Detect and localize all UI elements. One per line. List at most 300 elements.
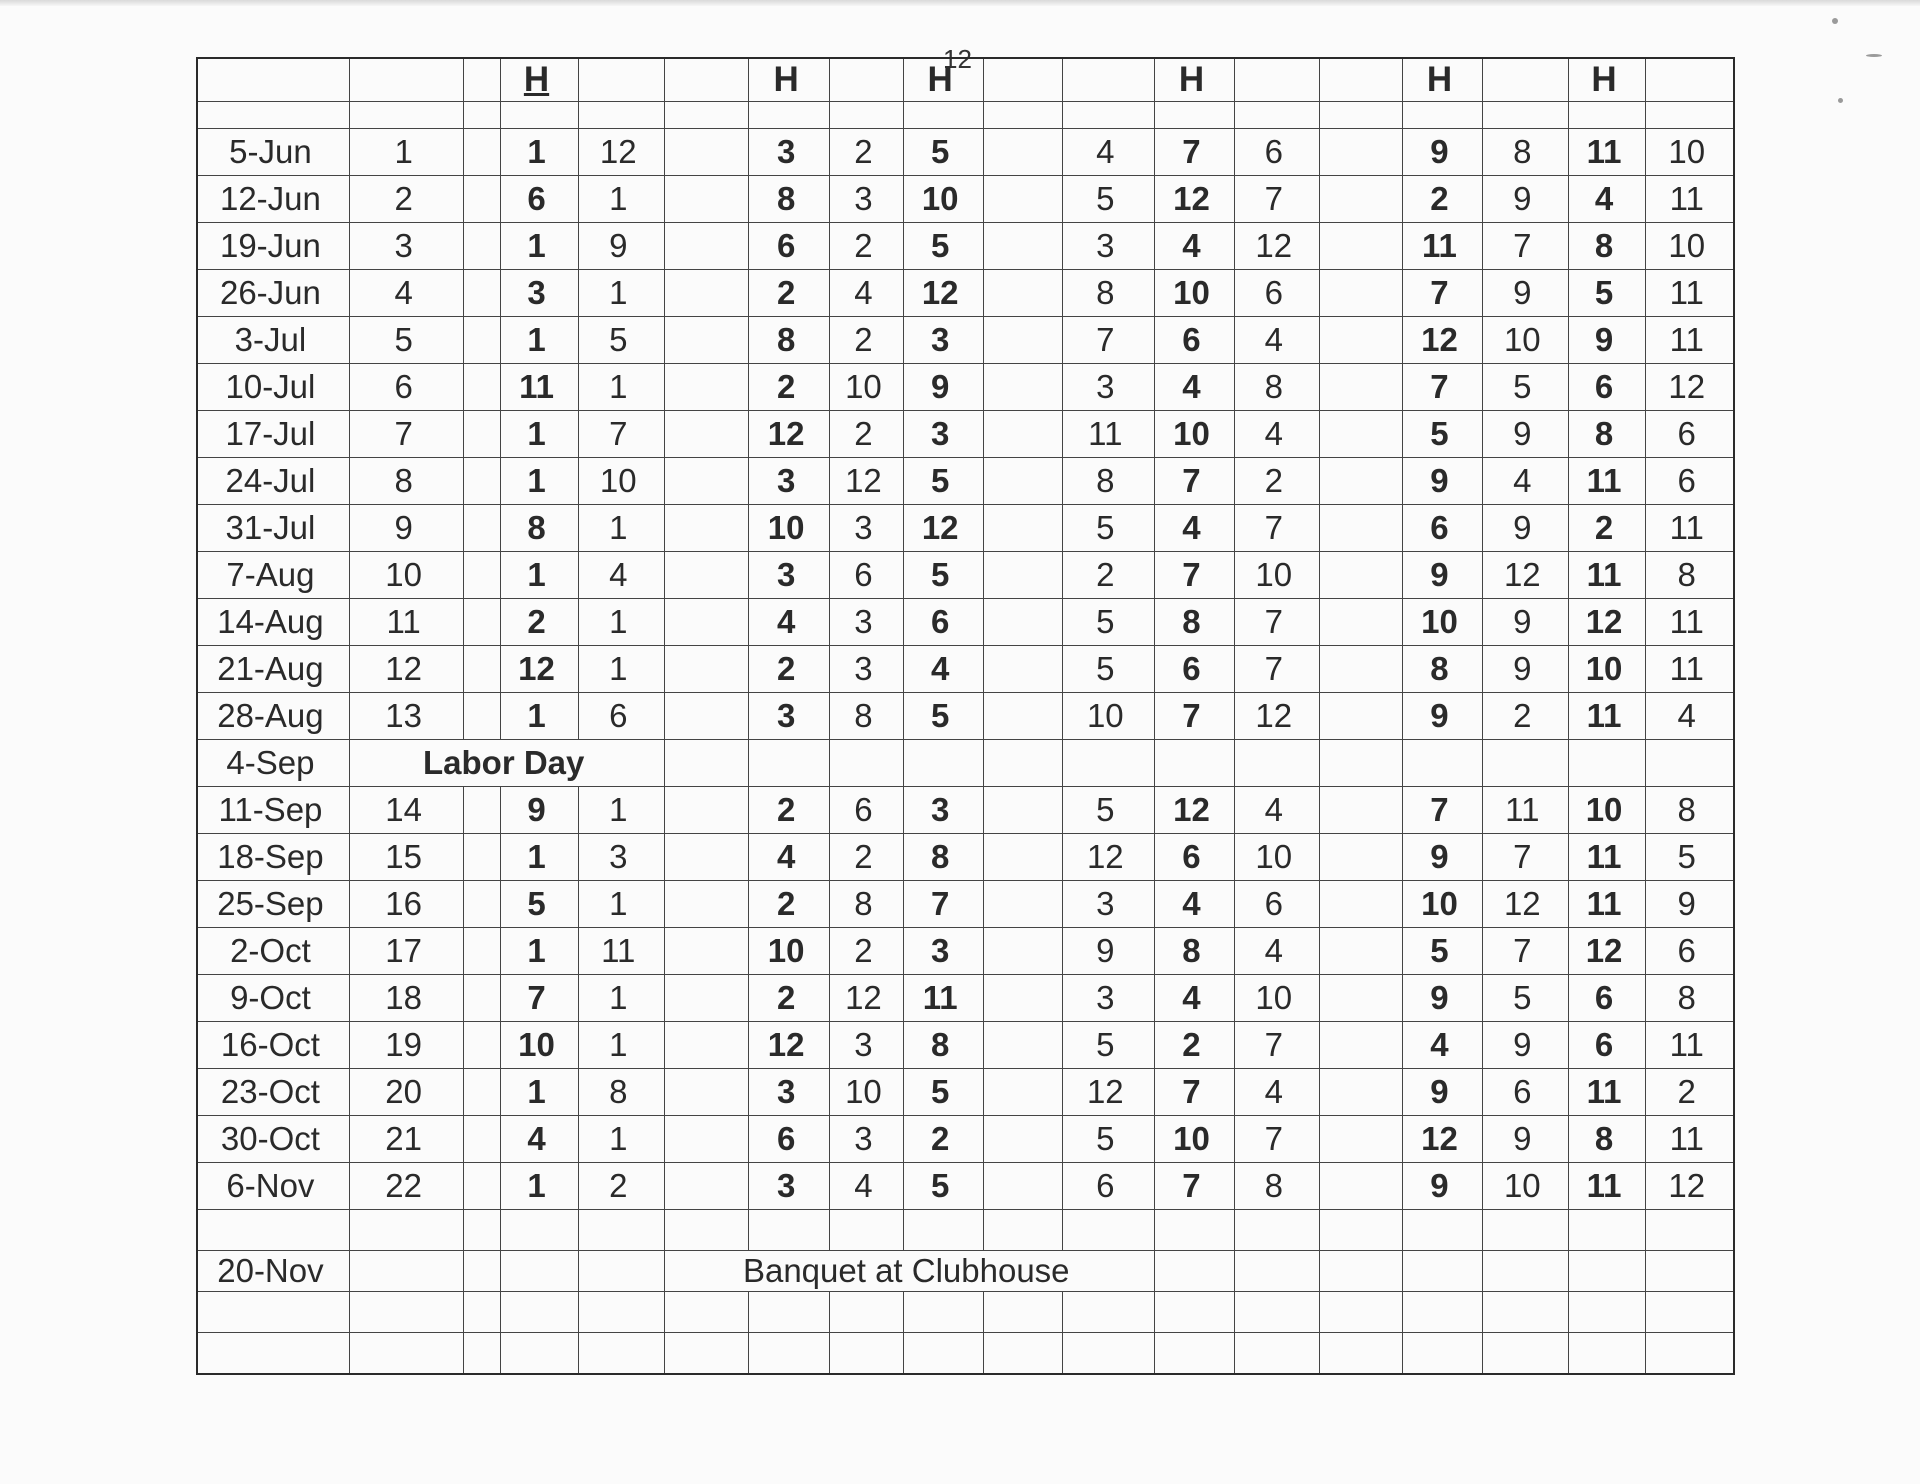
empty-cell — [1483, 1251, 1569, 1292]
home-marker: H — [501, 58, 579, 102]
away-team-cell: 9 — [578, 223, 664, 270]
home-team-cell: 12 — [1402, 317, 1482, 364]
date-cell: 21-Aug — [197, 646, 349, 693]
empty-cell — [830, 1292, 903, 1333]
empty-cell — [578, 1251, 664, 1292]
week-row — [197, 646, 1734, 693]
schedule-table — [196, 57, 1735, 1375]
away-team-cell: 7 — [1235, 646, 1320, 693]
empty-cell — [464, 270, 501, 317]
empty-cell — [1235, 102, 1320, 129]
empty-cell — [349, 1251, 464, 1292]
empty-cell — [1568, 1210, 1646, 1251]
date-cell: 31-Jul — [197, 505, 349, 552]
away-team-cell: 7 — [578, 411, 664, 458]
home-team-cell: 6 — [749, 223, 830, 270]
away-team-cell: 4 — [1483, 458, 1569, 505]
empty-cell — [1483, 1333, 1569, 1375]
away-team-cell: 8 — [1062, 458, 1154, 505]
empty-cell — [1402, 1333, 1482, 1375]
away-team-cell: 10 — [1483, 1163, 1569, 1210]
home-team-cell: 5 — [903, 129, 983, 176]
away-team-cell: 9 — [1483, 270, 1569, 317]
empty-cell — [1154, 1251, 1234, 1292]
week-number-cell: 10 — [349, 552, 464, 599]
empty-cell — [1568, 1251, 1646, 1292]
empty-cell — [1319, 975, 1402, 1022]
away-team-cell: 11 — [1646, 646, 1734, 693]
home-team-cell: 1 — [501, 693, 579, 740]
away-team-cell: 11 — [1646, 176, 1734, 223]
away-team-cell: 9 — [1483, 1116, 1569, 1163]
scan-speck — [1866, 54, 1882, 57]
empty-cell — [464, 975, 501, 1022]
empty-cell — [464, 317, 501, 364]
home-team-cell: 8 — [749, 176, 830, 223]
empty-cell — [664, 693, 749, 740]
week-number-cell: 14 — [349, 787, 464, 834]
empty-cell — [464, 411, 501, 458]
home-team-cell: 8 — [1568, 411, 1646, 458]
empty-cell — [1154, 1333, 1234, 1375]
empty-cell — [830, 740, 903, 787]
date-cell: 24-Jul — [197, 458, 349, 505]
home-team-cell: 5 — [1402, 411, 1482, 458]
away-team-cell: 8 — [1235, 1163, 1320, 1210]
home-team-cell: 4 — [1154, 881, 1234, 928]
away-team-cell: 12 — [1062, 834, 1154, 881]
away-team-cell: 12 — [1483, 881, 1569, 928]
week-row — [197, 1116, 1734, 1163]
empty-cell — [1154, 102, 1234, 129]
empty-cell — [1235, 1251, 1320, 1292]
header-row — [197, 58, 1734, 102]
empty-cell — [464, 1210, 501, 1251]
empty-cell — [1319, 1292, 1402, 1333]
away-team-cell: 4 — [1062, 129, 1154, 176]
away-team-cell: 12 — [1235, 223, 1320, 270]
empty-cell — [1319, 928, 1402, 975]
empty-cell — [1319, 505, 1402, 552]
empty-cell — [464, 1116, 501, 1163]
away-team-cell: 10 — [1646, 223, 1734, 270]
home-team-cell: 7 — [1154, 1163, 1234, 1210]
empty-cell — [983, 1022, 1062, 1069]
scan-edge — [0, 0, 1920, 6]
date-cell: 6-Nov — [197, 1163, 349, 1210]
empty-cell — [1319, 599, 1402, 646]
away-team-cell: 7 — [1235, 1116, 1320, 1163]
empty-cell — [749, 1210, 830, 1251]
home-team-cell: 11 — [1568, 693, 1646, 740]
empty-cell — [349, 58, 464, 102]
home-team-cell: 5 — [1568, 270, 1646, 317]
home-team-cell: 8 — [903, 1022, 983, 1069]
away-team-cell: 4 — [1235, 787, 1320, 834]
away-team-cell: 2 — [1483, 693, 1569, 740]
home-team-cell: 6 — [501, 176, 579, 223]
home-team-cell: 12 — [501, 646, 579, 693]
empty-cell — [1319, 1163, 1402, 1210]
away-team-cell: 12 — [1235, 693, 1320, 740]
home-team-cell: 2 — [749, 270, 830, 317]
empty-cell — [1646, 102, 1734, 129]
week-number-cell: 12 — [349, 646, 464, 693]
home-team-cell: 4 — [1154, 975, 1234, 1022]
week-row — [197, 787, 1734, 834]
home-marker: H — [1568, 58, 1646, 102]
empty-cell — [464, 458, 501, 505]
away-team-cell: 3 — [830, 646, 903, 693]
empty-cell — [749, 1292, 830, 1333]
empty-cell — [983, 646, 1062, 693]
empty-cell — [1319, 317, 1402, 364]
away-team-cell: 3 — [1062, 881, 1154, 928]
home-team-cell: 4 — [1154, 505, 1234, 552]
empty-cell — [1568, 1292, 1646, 1333]
empty-cell — [1319, 693, 1402, 740]
empty-cell — [197, 58, 349, 102]
away-team-cell: 2 — [830, 223, 903, 270]
home-team-cell: 9 — [501, 787, 579, 834]
date-cell: 3-Jul — [197, 317, 349, 364]
away-team-cell: 9 — [1483, 1022, 1569, 1069]
home-team-cell: 5 — [903, 1163, 983, 1210]
home-team-cell: 2 — [1402, 176, 1482, 223]
home-team-cell: 2 — [749, 787, 830, 834]
away-team-cell: 1 — [578, 975, 664, 1022]
home-team-cell: 4 — [1402, 1022, 1482, 1069]
empty-cell — [749, 1333, 830, 1375]
home-team-cell: 5 — [903, 1069, 983, 1116]
away-team-cell: 1 — [578, 270, 664, 317]
empty-cell — [464, 58, 501, 102]
home-team-cell: 11 — [1568, 129, 1646, 176]
empty-cell — [464, 364, 501, 411]
away-team-cell: 6 — [1235, 270, 1320, 317]
away-team-cell: 5 — [1062, 1022, 1154, 1069]
away-team-cell: 3 — [578, 834, 664, 881]
empty-cell — [983, 1069, 1062, 1116]
empty-cell — [903, 1210, 983, 1251]
empty-cell — [197, 1292, 349, 1333]
home-team-cell: 7 — [1402, 364, 1482, 411]
home-team-cell: 1 — [501, 834, 579, 881]
week-row — [197, 176, 1734, 223]
away-team-cell: 1 — [578, 505, 664, 552]
blank-row — [197, 1292, 1734, 1333]
home-team-cell: 11 — [903, 975, 983, 1022]
away-team-cell: 2 — [830, 834, 903, 881]
away-team-cell: 10 — [830, 364, 903, 411]
date-cell: 4-Sep — [197, 740, 349, 787]
week-row — [197, 552, 1734, 599]
away-team-cell: 2 — [830, 928, 903, 975]
away-team-cell: 11 — [1646, 505, 1734, 552]
date-cell: 30-Oct — [197, 1116, 349, 1163]
empty-cell — [983, 1116, 1062, 1163]
away-team-cell: 5 — [1062, 599, 1154, 646]
empty-cell — [1402, 1292, 1482, 1333]
blank-row — [197, 1210, 1734, 1251]
away-team-cell: 7 — [1062, 317, 1154, 364]
empty-cell — [464, 102, 501, 129]
away-team-cell: 1 — [578, 646, 664, 693]
away-team-cell: 6 — [1646, 411, 1734, 458]
empty-cell — [1646, 1333, 1734, 1375]
away-team-cell: 9 — [1483, 646, 1569, 693]
empty-cell — [903, 740, 983, 787]
home-team-cell: 6 — [1568, 1022, 1646, 1069]
empty-cell — [1319, 129, 1402, 176]
empty-cell — [578, 58, 664, 102]
empty-cell — [664, 834, 749, 881]
week-row — [197, 458, 1734, 505]
empty-cell — [983, 411, 1062, 458]
empty-cell — [1483, 1292, 1569, 1333]
away-team-cell: 12 — [830, 458, 903, 505]
away-team-cell: 5 — [1062, 787, 1154, 834]
empty-cell — [664, 928, 749, 975]
home-team-cell: 11 — [1568, 552, 1646, 599]
empty-cell — [1319, 1116, 1402, 1163]
home-team-cell: 8 — [749, 317, 830, 364]
home-team-cell: 6 — [749, 1116, 830, 1163]
empty-cell — [664, 102, 749, 129]
empty-cell — [349, 1210, 464, 1251]
away-team-cell: 12 — [1062, 1069, 1154, 1116]
empty-cell — [664, 1210, 749, 1251]
empty-cell — [983, 1292, 1062, 1333]
empty-cell — [464, 693, 501, 740]
empty-cell — [664, 646, 749, 693]
empty-cell — [983, 58, 1062, 102]
empty-cell — [983, 552, 1062, 599]
away-team-cell: 10 — [1646, 129, 1734, 176]
home-team-cell: 1 — [501, 411, 579, 458]
home-team-cell: 4 — [1154, 364, 1234, 411]
home-team-cell: 9 — [1402, 834, 1482, 881]
empty-cell — [664, 317, 749, 364]
away-team-cell: 1 — [578, 599, 664, 646]
empty-cell — [983, 1210, 1062, 1251]
date-cell: 16-Oct — [197, 1022, 349, 1069]
home-team-cell: 4 — [749, 599, 830, 646]
away-team-cell: 4 — [1235, 928, 1320, 975]
date-cell: 7-Aug — [197, 552, 349, 599]
away-team-cell: 3 — [1062, 364, 1154, 411]
empty-cell — [983, 1163, 1062, 1210]
empty-cell — [1319, 458, 1402, 505]
away-team-cell: 6 — [1646, 458, 1734, 505]
empty-cell — [983, 975, 1062, 1022]
empty-cell — [664, 58, 749, 102]
home-team-cell: 9 — [1402, 1163, 1482, 1210]
empty-cell — [501, 1210, 579, 1251]
away-team-cell: 5 — [1062, 646, 1154, 693]
away-team-cell: 6 — [1062, 1163, 1154, 1210]
home-marker: H — [1402, 58, 1482, 102]
home-team-cell: 12 — [1154, 176, 1234, 223]
away-team-cell: 11 — [1646, 1116, 1734, 1163]
home-team-cell: 11 — [1568, 881, 1646, 928]
empty-cell — [1319, 740, 1402, 787]
empty-cell — [1319, 364, 1402, 411]
empty-cell — [1646, 58, 1734, 102]
away-team-cell: 2 — [830, 317, 903, 364]
home-team-cell: 6 — [1402, 505, 1482, 552]
week-row — [197, 881, 1734, 928]
home-team-cell: 10 — [903, 176, 983, 223]
home-team-cell: 11 — [1568, 1163, 1646, 1210]
empty-cell — [464, 881, 501, 928]
empty-cell — [983, 317, 1062, 364]
empty-cell — [1646, 740, 1734, 787]
home-team-cell: 5 — [1402, 928, 1482, 975]
week-number-cell: 13 — [349, 693, 464, 740]
home-team-cell: 4 — [1154, 223, 1234, 270]
home-team-cell: 9 — [1402, 458, 1482, 505]
away-team-cell: 1 — [578, 1022, 664, 1069]
empty-cell — [349, 102, 464, 129]
empty-cell — [983, 505, 1062, 552]
away-team-cell: 9 — [1646, 881, 1734, 928]
empty-cell — [664, 975, 749, 1022]
week-number-cell: 21 — [349, 1116, 464, 1163]
empty-cell — [578, 1292, 664, 1333]
week-row — [197, 505, 1734, 552]
home-team-cell: 10 — [1402, 881, 1482, 928]
away-team-cell: 7 — [1235, 505, 1320, 552]
date-cell: 14-Aug — [197, 599, 349, 646]
away-team-cell: 7 — [1235, 176, 1320, 223]
empty-cell — [349, 1292, 464, 1333]
empty-cell — [1319, 102, 1402, 129]
home-team-cell: 2 — [903, 1116, 983, 1163]
home-team-cell: 1 — [501, 552, 579, 599]
empty-cell — [1319, 646, 1402, 693]
empty-cell — [1483, 740, 1569, 787]
away-team-cell: 10 — [1062, 693, 1154, 740]
empty-cell — [664, 1022, 749, 1069]
away-team-cell: 8 — [830, 693, 903, 740]
empty-cell — [1319, 552, 1402, 599]
away-team-cell: 2 — [830, 411, 903, 458]
home-team-cell: 10 — [749, 505, 830, 552]
home-team-cell: 10 — [1568, 646, 1646, 693]
empty-cell — [983, 787, 1062, 834]
home-team-cell: 10 — [1154, 1116, 1234, 1163]
home-team-cell: 1 — [501, 1163, 579, 1210]
empty-cell — [1319, 411, 1402, 458]
home-team-cell: 10 — [501, 1022, 579, 1069]
away-team-cell: 6 — [1235, 129, 1320, 176]
empty-cell — [983, 834, 1062, 881]
empty-cell — [983, 176, 1062, 223]
date-cell: 10-Jul — [197, 364, 349, 411]
empty-cell — [1319, 223, 1402, 270]
empty-cell — [749, 102, 830, 129]
empty-cell — [501, 102, 579, 129]
empty-cell — [578, 1210, 664, 1251]
empty-cell — [1402, 1251, 1482, 1292]
home-team-cell: 8 — [1568, 1116, 1646, 1163]
away-team-cell: 4 — [1646, 693, 1734, 740]
week-row — [197, 129, 1734, 176]
week-row — [197, 599, 1734, 646]
empty-cell — [1483, 58, 1569, 102]
home-team-cell: 9 — [1402, 693, 1482, 740]
home-team-cell: 9 — [903, 364, 983, 411]
empty-cell — [830, 1210, 903, 1251]
empty-cell — [1568, 1333, 1646, 1375]
away-team-cell: 9 — [1483, 176, 1569, 223]
empty-cell — [197, 1210, 349, 1251]
empty-cell — [501, 1251, 579, 1292]
empty-cell — [1154, 1292, 1234, 1333]
home-team-cell: 6 — [1154, 317, 1234, 364]
empty-cell — [664, 223, 749, 270]
empty-cell — [983, 881, 1062, 928]
empty-cell — [664, 129, 749, 176]
away-team-cell: 5 — [1483, 364, 1569, 411]
home-team-cell: 4 — [501, 1116, 579, 1163]
empty-cell — [1646, 1251, 1734, 1292]
empty-cell — [1402, 102, 1482, 129]
away-team-cell: 2 — [578, 1163, 664, 1210]
empty-cell — [1319, 881, 1402, 928]
week-number-cell: 15 — [349, 834, 464, 881]
week-row — [197, 928, 1734, 975]
home-team-cell: 7 — [1402, 787, 1482, 834]
away-team-cell: 12 — [578, 129, 664, 176]
empty-cell — [1319, 1210, 1402, 1251]
empty-cell — [983, 458, 1062, 505]
home-team-cell: 6 — [1568, 364, 1646, 411]
home-team-cell: 9 — [1568, 317, 1646, 364]
home-team-cell: 8 — [1154, 599, 1234, 646]
away-team-cell: 8 — [578, 1069, 664, 1116]
empty-cell — [1319, 176, 1402, 223]
away-team-cell: 11 — [1646, 1022, 1734, 1069]
home-team-cell: 4 — [1568, 176, 1646, 223]
week-number-cell: 4 — [349, 270, 464, 317]
empty-cell — [464, 552, 501, 599]
empty-cell — [464, 1163, 501, 1210]
home-team-cell: 7 — [1154, 1069, 1234, 1116]
week-number-cell: 22 — [349, 1163, 464, 1210]
home-team-cell: 3 — [903, 928, 983, 975]
empty-cell — [464, 599, 501, 646]
week-number-cell: 2 — [349, 176, 464, 223]
date-cell: 17-Jul — [197, 411, 349, 458]
away-team-cell: 7 — [1483, 223, 1569, 270]
home-team-cell: 12 — [1568, 599, 1646, 646]
away-team-cell: 6 — [578, 693, 664, 740]
home-team-cell: 11 — [501, 364, 579, 411]
empty-cell — [1235, 1292, 1320, 1333]
away-team-cell: 3 — [1062, 975, 1154, 1022]
home-team-cell: 2 — [501, 599, 579, 646]
away-team-cell: 4 — [1235, 411, 1320, 458]
away-team-cell: 1 — [578, 176, 664, 223]
away-team-cell: 8 — [1062, 270, 1154, 317]
away-team-cell: 3 — [1062, 223, 1154, 270]
empty-cell — [664, 740, 749, 787]
date-cell: 18-Sep — [197, 834, 349, 881]
away-team-cell: 8 — [1483, 129, 1569, 176]
away-team-cell: 6 — [1483, 1069, 1569, 1116]
